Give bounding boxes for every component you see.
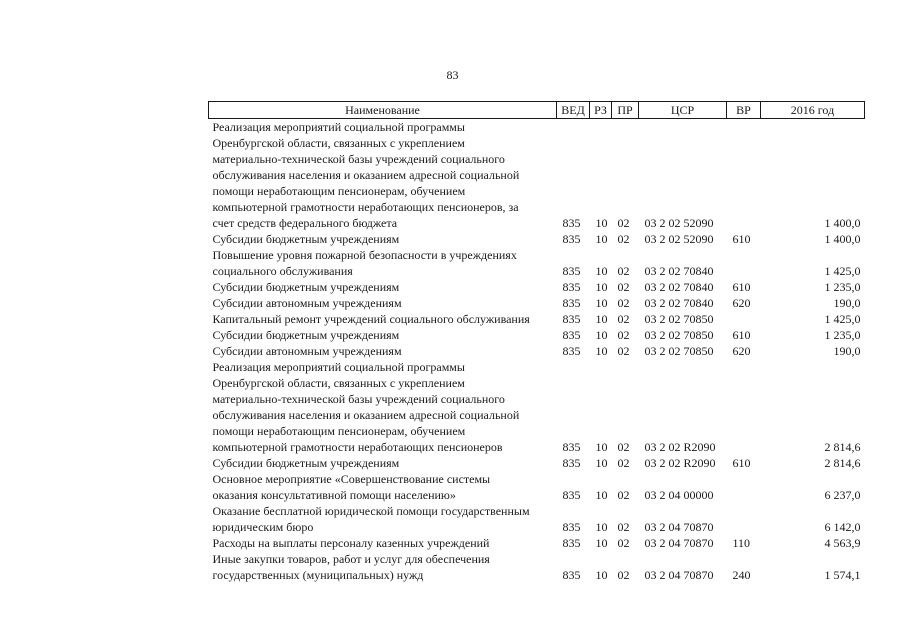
row-name bbox=[209, 343, 557, 359]
row-rz: 10 bbox=[595, 568, 608, 582]
row-ved: 835 bbox=[562, 488, 581, 502]
header-year: 2016 год bbox=[761, 102, 865, 119]
page-number: 83 bbox=[446, 68, 459, 82]
row-vr bbox=[727, 503, 761, 535]
row-name bbox=[209, 455, 557, 471]
row-pr: 02 bbox=[617, 232, 630, 246]
row-name bbox=[209, 535, 557, 551]
row-name bbox=[209, 295, 557, 311]
row-name-line: материально-технической базы учреждений социального bbox=[212, 392, 505, 406]
row-ved: 835 bbox=[562, 296, 581, 310]
row-rz: 10 bbox=[595, 216, 608, 230]
row-name-line: компьютерной грамотности неработающих пенсионеров, за bbox=[212, 200, 519, 214]
row-pr: 02 bbox=[617, 344, 630, 358]
row-pr: 02 bbox=[617, 328, 630, 342]
header-vr: ВР bbox=[727, 102, 761, 119]
table-row bbox=[209, 119, 865, 232]
row-name bbox=[209, 119, 557, 232]
row-ved: 835 bbox=[562, 520, 581, 534]
row-name-line: Реализация мероприятий социальной программы bbox=[212, 120, 465, 134]
row-rz: 10 bbox=[595, 328, 608, 342]
header-csr: ЦСР bbox=[639, 102, 727, 119]
row-csr: 03 2 02 R2090 bbox=[644, 440, 716, 454]
row-vr: 610 bbox=[732, 328, 751, 342]
table-row bbox=[209, 455, 865, 471]
row-name-line: Капитальный ремонт учреждений социального обслуживания bbox=[212, 312, 530, 326]
row-amount: 2 814,6 bbox=[824, 440, 861, 454]
row-name-line: социального обслуживания bbox=[212, 264, 353, 278]
row-amount: 4 563,9 bbox=[824, 536, 861, 550]
row-pr: 02 bbox=[617, 216, 630, 230]
row-name bbox=[209, 311, 557, 327]
row-rz: 10 bbox=[595, 232, 608, 246]
table-row bbox=[209, 231, 865, 247]
row-ved: 835 bbox=[562, 328, 581, 342]
table-row bbox=[209, 279, 865, 295]
row-ved: 835 bbox=[562, 312, 581, 326]
header-row bbox=[209, 102, 865, 119]
row-ved: 835 bbox=[562, 280, 581, 294]
row-name-line: обслуживания населения и оказанием адресной социальной bbox=[212, 408, 520, 422]
row-name bbox=[209, 327, 557, 343]
row-name-line: Субсидии автономным учреждениям bbox=[212, 296, 402, 310]
table-row bbox=[209, 247, 865, 279]
row-csr: 03 2 02 70840 bbox=[644, 296, 714, 310]
row-amount: 1 574,1 bbox=[824, 568, 861, 582]
row-csr: 03 2 02 R2090 bbox=[644, 456, 716, 470]
row-vr: 110 bbox=[732, 536, 751, 550]
row-name-line: счет средств федерального бюджета bbox=[212, 216, 398, 230]
row-amount: 1 425,0 bbox=[824, 264, 861, 278]
row-amount: 1 400,0 bbox=[824, 216, 861, 230]
row-csr: 03 2 02 70850 bbox=[644, 312, 714, 326]
row-amount: 1 400,0 bbox=[824, 232, 861, 246]
row-amount: 6 142,0 bbox=[824, 520, 861, 534]
row-pr: 02 bbox=[617, 488, 630, 502]
row-name bbox=[209, 247, 557, 279]
row-vr bbox=[727, 311, 761, 327]
table-row bbox=[209, 327, 865, 343]
row-amount: 1 235,0 bbox=[824, 328, 861, 342]
row-name-line: Оренбургской области, связанных с укреплением bbox=[212, 136, 465, 150]
row-pr: 02 bbox=[617, 536, 630, 550]
row-ved: 835 bbox=[562, 232, 581, 246]
header-rz: РЗ bbox=[590, 102, 612, 119]
table-row bbox=[209, 471, 865, 503]
table-row bbox=[209, 343, 865, 359]
row-vr: 240 bbox=[732, 568, 751, 582]
row-rz: 10 bbox=[595, 488, 608, 502]
row-rz: 10 bbox=[595, 296, 608, 310]
row-amount: 6 237,0 bbox=[824, 488, 861, 502]
row-csr: 03 2 04 70870 bbox=[644, 568, 714, 582]
row-name-line: компьютерной грамотности неработающих пенсионеров bbox=[212, 440, 503, 454]
row-rz: 10 bbox=[595, 264, 608, 278]
header-name: Наименование bbox=[209, 102, 557, 119]
row-pr: 02 bbox=[617, 520, 630, 534]
row-vr bbox=[727, 119, 761, 232]
row-name bbox=[209, 279, 557, 295]
row-amount: 190,0 bbox=[833, 344, 861, 358]
row-ved: 835 bbox=[562, 536, 581, 550]
row-csr: 03 2 02 70850 bbox=[644, 328, 714, 342]
header-ved: ВЕД bbox=[557, 102, 590, 119]
row-csr: 03 2 04 70870 bbox=[644, 520, 714, 534]
row-pr: 02 bbox=[617, 264, 630, 278]
row-name-line: Субсидии бюджетным учреждениям bbox=[212, 232, 400, 246]
row-pr: 02 bbox=[617, 296, 630, 310]
row-pr: 02 bbox=[617, 440, 630, 454]
row-name-line: материально-технической базы учреждений социального bbox=[212, 152, 505, 166]
row-name-line: Субсидии автономным учреждениям bbox=[212, 344, 402, 358]
row-ved: 835 bbox=[562, 264, 581, 278]
row-vr: 620 bbox=[732, 344, 751, 358]
row-pr: 02 bbox=[617, 568, 630, 582]
row-vr bbox=[727, 247, 761, 279]
row-name-line: Субсидии бюджетным учреждениям bbox=[212, 456, 400, 470]
row-name bbox=[209, 471, 557, 503]
row-ved: 835 bbox=[562, 216, 581, 230]
row-ved: 835 bbox=[562, 344, 581, 358]
table-row bbox=[209, 535, 865, 551]
table-row bbox=[209, 551, 865, 583]
row-name-line: Субсидии бюджетным учреждениям bbox=[212, 328, 400, 342]
row-name bbox=[209, 551, 557, 583]
row-ved: 835 bbox=[562, 440, 581, 454]
row-name-line: Субсидии бюджетным учреждениям bbox=[212, 280, 400, 294]
row-name bbox=[209, 503, 557, 535]
row-csr: 03 2 02 70840 bbox=[644, 280, 714, 294]
row-csr: 03 2 02 70840 bbox=[644, 264, 714, 278]
row-amount: 1 235,0 bbox=[824, 280, 861, 294]
table-body bbox=[209, 119, 865, 584]
row-amount: 2 814,6 bbox=[824, 456, 861, 470]
row-name-line: Реализация мероприятий социальной программы bbox=[212, 360, 465, 374]
row-name bbox=[209, 231, 557, 247]
row-name-line: Иные закупки товаров, работ и услуг для обеспечения bbox=[212, 552, 490, 566]
header-pr: ПР bbox=[612, 102, 639, 119]
row-vr: 610 bbox=[732, 280, 751, 294]
row-rz: 10 bbox=[595, 280, 608, 294]
row-vr bbox=[727, 471, 761, 503]
table-row bbox=[209, 359, 865, 455]
row-rz: 10 bbox=[595, 536, 608, 550]
table-header bbox=[209, 102, 865, 119]
row-vr bbox=[727, 359, 761, 455]
row-csr: 03 2 04 00000 bbox=[644, 488, 714, 502]
row-name-line: Расходы на выплаты персоналу казенных учреждений bbox=[212, 536, 490, 550]
table-row bbox=[209, 295, 865, 311]
row-ved: 835 bbox=[562, 456, 581, 470]
row-name-line: юридическим бюро bbox=[212, 520, 314, 534]
table-row bbox=[209, 503, 865, 535]
row-name-line: Оренбургской области, связанных с укреплением bbox=[212, 376, 465, 390]
row-csr: 03 2 02 52090 bbox=[644, 216, 714, 230]
row-rz: 10 bbox=[595, 520, 608, 534]
budget-table bbox=[208, 101, 865, 583]
row-vr: 610 bbox=[732, 456, 751, 470]
row-vr: 610 bbox=[732, 232, 751, 246]
table-row bbox=[209, 311, 865, 327]
row-name-line: обслуживания населения и оказанием адресной социальной bbox=[212, 168, 520, 182]
row-pr: 02 bbox=[617, 312, 630, 326]
row-amount: 190,0 bbox=[833, 296, 861, 310]
row-name-line: помощи неработающим пенсионерам, обучением bbox=[212, 184, 466, 198]
row-rz: 10 bbox=[595, 456, 608, 470]
row-csr: 03 2 04 70870 bbox=[644, 536, 714, 550]
row-name-line: оказания консультативной помощи населению» bbox=[212, 488, 456, 502]
row-name-line: Повышение уровня пожарной безопасности в учреждениях bbox=[212, 248, 517, 262]
row-ved: 835 bbox=[562, 568, 581, 582]
row-name-line: помощи неработающим пенсионерам, обучением bbox=[212, 424, 466, 438]
row-rz: 10 bbox=[595, 312, 608, 326]
row-vr: 620 bbox=[732, 296, 751, 310]
row-csr: 03 2 02 70850 bbox=[644, 344, 714, 358]
row-pr: 02 bbox=[617, 280, 630, 294]
row-rz: 10 bbox=[595, 344, 608, 358]
row-name-line: Основное мероприятие «Совершенствование системы bbox=[212, 472, 491, 486]
row-name bbox=[209, 359, 557, 455]
row-rz: 10 bbox=[595, 440, 608, 454]
row-pr: 02 bbox=[617, 456, 630, 470]
row-csr: 03 2 02 52090 bbox=[644, 232, 714, 246]
row-name-line: государственных (муниципальных) нужд bbox=[212, 568, 424, 582]
row-amount: 1 425,0 bbox=[824, 312, 861, 326]
row-name-line: Оказание бесплатной юридической помощи государственным bbox=[212, 504, 530, 518]
